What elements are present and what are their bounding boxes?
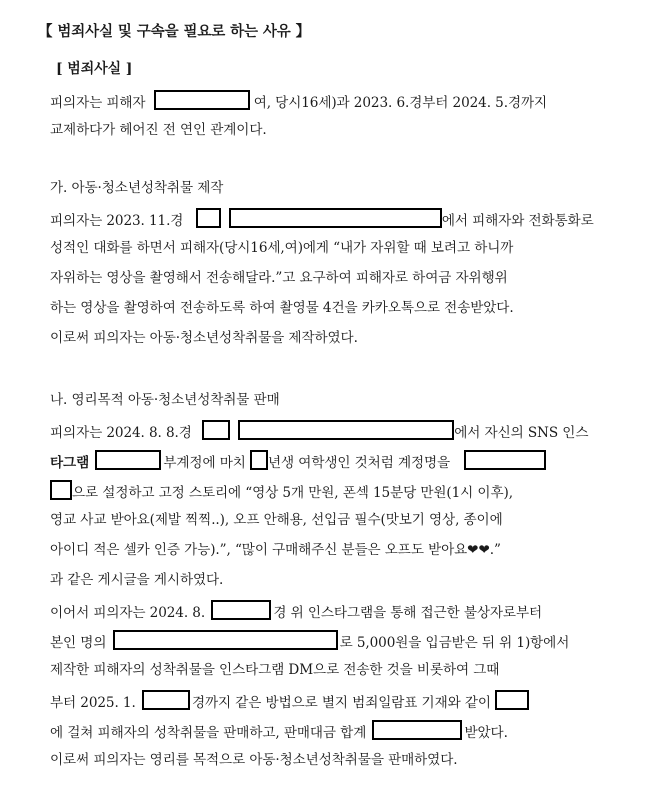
text: 피의자는 2023. 11.경 bbox=[50, 213, 184, 229]
redaction-box bbox=[50, 480, 72, 500]
text: 년생 여학생인 것처럼 계정명을 bbox=[268, 455, 451, 471]
text: 이어서 피의자는 2024. 8. bbox=[50, 605, 206, 621]
redaction-box bbox=[154, 90, 250, 110]
text: 에 걸쳐 피해자의 성착취물을 판매하고, 판매대금 합계 bbox=[50, 725, 367, 741]
redaction-box bbox=[95, 450, 161, 470]
section-ga-title: 가. 아동·청소년성착취물 제작 bbox=[50, 180, 224, 196]
document-heading: 【 범죄사실 및 구속을 필요로 하는 사유 】 bbox=[38, 23, 311, 40]
text: 부터 2025. 1. bbox=[50, 695, 136, 711]
text: 부계정에 마치 bbox=[163, 455, 246, 471]
text: 으로 설정하고 고정 스토리에 “영상 5개 만원, 폰섹 15분당 만원(1시 이후), bbox=[72, 485, 513, 501]
section-ga-line-1 bbox=[50, 208, 650, 231]
text: 받았다. bbox=[464, 725, 508, 741]
section-na-line-3 bbox=[50, 480, 650, 503]
section-ga-line-3: 자위하는 영상을 촬영해서 전송해달라.”고 요구하여 피해자로 하여금 자위행위 bbox=[50, 270, 508, 286]
section-ga-line-5: 이로써 피의자는 아동·청소년성착취물을 제작하였다. bbox=[50, 330, 358, 346]
redaction-box bbox=[211, 600, 271, 620]
text: 여, 당시16세)과 2023. 6.경부터 2024. 5.경까지 bbox=[253, 95, 548, 111]
text: 경 위 인스타그램을 통해 접근한 불상자로부터 bbox=[273, 605, 543, 621]
redaction-box bbox=[250, 450, 268, 470]
section-subheading: [ 범죄사실 ] bbox=[56, 61, 133, 77]
section-na-line-11 bbox=[50, 720, 650, 743]
redaction-box bbox=[202, 420, 230, 440]
section-na-line-12: 이로써 피의자는 영리를 목적으로 아동·청소년성착취물을 판매하였다. bbox=[50, 752, 458, 768]
redaction-box bbox=[142, 690, 190, 710]
intro-line-1 bbox=[50, 90, 650, 113]
section-na-line-8 bbox=[50, 630, 650, 653]
section-na-line-10 bbox=[50, 690, 650, 713]
section-na-line-5: 아이디 적은 셀카 인증 가능).”, “많이 구매해주신 분들은 오프도 받아요❤❤.” bbox=[50, 542, 501, 558]
redaction-box bbox=[113, 630, 338, 650]
section-na-line-9: 제작한 피해자의 성착취물을 인스타그램 DM으로 전송한 것을 비롯하여 그때 bbox=[50, 662, 500, 678]
section-na-line-4: 영교 사교 받아요(제발 찍찍..), 오프 안해용, 선입금 필수(맛보기 영상, 종이에 bbox=[50, 512, 503, 528]
text: 본인 명의 bbox=[50, 635, 107, 651]
redaction-box bbox=[372, 720, 462, 740]
redaction-box bbox=[495, 690, 529, 710]
text: 로 5,000원을 입금받은 뒤 위 1)항에서 bbox=[339, 635, 570, 651]
redaction-box bbox=[238, 420, 454, 440]
intro-line-2: 교제하다가 헤어진 전 연인 관계이다. bbox=[50, 122, 267, 138]
redaction-box bbox=[229, 208, 442, 228]
text: 피의자는 피해자 bbox=[50, 95, 146, 111]
section-ga-line-2: 성적인 대화를 하면서 피해자(당시16세,여)에게 “내가 자위할 때 보려고 하니까 bbox=[50, 240, 514, 256]
text: 에서 피해자와 전화통화로 bbox=[441, 213, 594, 229]
section-na-line-2 bbox=[50, 450, 650, 473]
section-na-title: 나. 영리목적 아동·청소년성착취물 판매 bbox=[50, 392, 280, 408]
redaction-box bbox=[196, 208, 221, 228]
section-na-line-7 bbox=[50, 600, 650, 623]
redaction-box bbox=[464, 450, 546, 470]
section-ga-line-4: 하는 영상을 촬영하여 전송하도록 하여 촬영물 4건을 카카오톡으로 전송받았다. bbox=[50, 300, 514, 316]
text: 타그램 bbox=[50, 455, 90, 471]
section-na-line-6: 과 같은 게시글을 게시하였다. bbox=[50, 572, 224, 588]
text: 경까지 같은 방법으로 별지 범죄일람표 기재와 같이 bbox=[191, 695, 491, 711]
section-na-line-1 bbox=[50, 420, 650, 443]
text: 피의자는 2024. 8. 8.경 bbox=[50, 425, 192, 441]
text: 에서 자신의 SNS 인스 bbox=[454, 425, 589, 441]
